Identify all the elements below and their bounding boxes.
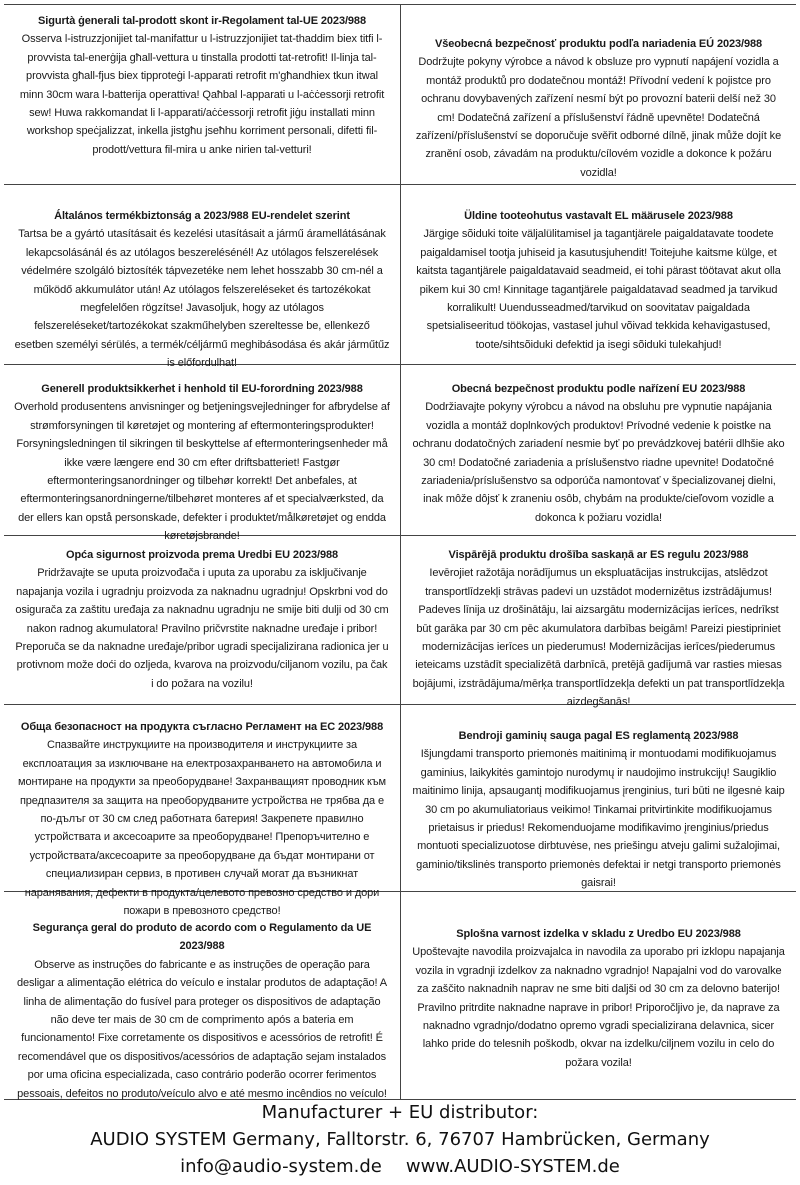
notice-body: Observe as instruções do fabricante e as instruções de operação para desligar a alimentação elétrica do veículo e instalar produtos de adaptação! A linha de alimentação do fusível para proteger os dispositivos de adaptação não deve ter mais de 30 cm de comprimento após a bateria em funcionamento! Fixe corretamente os dispositivos e acessórios de retrofit! É recomendável que os dispositivos/acessórios de adaptação sejam instalados por uma oficina especializada, caso contrário poderão ocorrer ferimentos pessoais, defeitos no produto/veículo alvo e até mesmo incêndios no veículo! xyxy=(16,958,388,1100)
notice-slovak xyxy=(400,5,796,184)
footer-heading: Manufacturer + EU distributor: xyxy=(261,1102,539,1123)
section-row xyxy=(4,892,796,1100)
notice-latvian xyxy=(400,536,796,709)
notice-title: Vispārējā produktu drošība saskaņā ar ES regulu 2023/988 xyxy=(448,549,749,561)
notice-title: Üldine tooteohutus vastavalt EL määrusele 2023/988 xyxy=(464,210,733,222)
notice-maltese xyxy=(4,5,400,184)
notice-portuguese xyxy=(4,892,400,1099)
notice-body: Išjungdami transporto priemonės maitinimą ir montuodami modifikuojamus gaminius, laikykitės gamintojo nurodymų ir naudojimo instrukcijų! Saugiklio maitinimo linija, apsaugantį modifikuojamus įrenginius, turi būti ne ilgesnė kaip 30 cm po akumuliatoriaus veikimo! Tinkamai pritvirtinkite modifikuojamus prietaisus ir priedus! Rekomenduojame modifikavimo įrenginius/priedus montuoti specializuotose dirbtuvėse, nes priešingu atveju galimi sužalojimai, gaminio/tikslinės transporto priemonės defektai ir netgi transporto priemonės gaisrai! xyxy=(412,748,785,890)
footer-email: info@audio-system.de xyxy=(180,1156,382,1177)
notice-body: Спазвайте инструкциите на производителя и инструкциите за експлоатация за изключване на електрозахранването на автомобила и монтиране на продукти за преоборудване! Захранващият проводник към предпазителя за защита на преоборудваните устройства не трябва да е по-дълъг от 30 см след работната батерия! Закрепете правилно устройствата и аксесоарите за преоборудване! Препоръчително е устройствата/аксесоарите за преоборудване да бъдат монтирани от специализиран сервиз, в противен случай могат да възникнат наранявания, дефекти в продукта/целевото превозно средство и дори пожари в превозното средство! xyxy=(18,739,386,918)
notice-title: Обща безопасност на продукта съгласно Регламент на ЕС 2023/988 xyxy=(20,721,384,733)
notice-title: Všeobecná bezpečnosť produktu podľa nariadenia EÚ 2023/988 xyxy=(434,38,763,50)
footer-contact xyxy=(0,1153,800,1180)
notice-lithuanian xyxy=(400,705,796,891)
section-row xyxy=(4,4,796,185)
notice-body: Ievērojiet ražotāja norādījumus un ekspluatācijas instrukcijas, atslēdzot transportlīdzekļi strāvas padevi un uzstādot modernizētus izstrādājumus! Padeves līnija uz drošinātāju, lai aizsargātu modernizācijas ierīces, nedrīkst būt garāka par 30 cm pēc akumulatora darbības beigām! Pareizi piestipriniet modernizācijas ierīces un piederumus! Modernizācijas ierīces/piederumus ieteicams uzstādīt specializētā darbnīcā, pretējā gadījumā var rasties miesas bojājumi, izstrādājuma/mērķa transportlīdzekļa defekti un pat transportlīdzekļa aizdegšanās! xyxy=(412,567,785,709)
notice-body: Tartsa be a gyártó utasításait és kezelési utasításait a jármű áramellátásának lekapcsolásánál és az utólagos beszerelésénél! Az utólagos felszerelések védelmére szolgáló biztosíték tápvezetéke nem lehet hosszabb 30 cm-nél a működő akkumulátor után! Az utólagos felszereléseket és tartozékokat megfelelően rögzítse! Javasoljuk, hogy az utólagos felszereléseket/tartozékokat szakműhelyben szereltesse be, ellenkező esetben személyi sérülés, a termék/céljármű meghibásodása és akár járműtűz is előfordulhat! xyxy=(14,228,390,370)
notice-title: Sigurtà ġenerali tal-prodott skont ir-Regolament tal-UE 2023/988 xyxy=(38,15,366,27)
notice-body: Dodržiavajte pokyny výrobcu a návod na obsluhu pre vypnutie napájania vozidla a montáž doplnkových produktov! Prívodné vedenie k poistke na ochranu dodatočných zariadení nesmie byť po prevádzkovej batérii dlhšie ako 30 cm! Dodatočné zariadenia a príslušenstvo riadne upevnite! Dodatočné zariadenia/príslušenstvo sa odporúča namontovať v špecializovanej dielni, inak môže dôjsť k zraneniu osôb, chybám na produkte/cieľovom vozidle a dokonca k požiaru vozidla! xyxy=(412,401,785,524)
notice-body: Osserva l-istruzzjonijiet tal-manifattur u l-istruzzjonijiet tat-thaddim biex titfi l-provvista tal-enerġija għall-vettura u tinstalla prodotti tat-retrofit! Il-linja tal-provvista għall-fjus biex tipproteġi l-apparati retrofit m'għandhiex tkun itwal minn 30cm wara l-batterija operattiva! Qaħbal l-apparati u l-aċċessorji retrofit sew! Huwa rakkomandat li l-apparati/aċċessorji retrofit jiġu installati minn workshop speċjalizzat, inkella jistgħu jseħhu korriment personali, difetti fil-prodott/vettura fil-mira u anke nirien tal-vetturi! xyxy=(19,33,385,156)
notice-hungarian xyxy=(4,185,400,370)
notice-body: Dodržujte pokyny výrobce a návod k obsluze pro vypnutí napájení vozidla a montáž produktů pro dodatečnou montáž! Přívodní vedení k pojistce pro ochranu dovybavených zařízení nesmí být po provozní baterii delší než 30 cm! Dodatečná zařízení a příslušenství řádně upevněte! Dodatečná zařízení/příslušenství se doporučuje svěřit odborné dílně, jinak může dojít ke zranění osob, závadám na produktu/cílovém vozidle a dokonce k požáru vozidla! xyxy=(415,56,782,179)
notice-title: Opća sigurnost proizvoda prema Uredbi EU 2023/988 xyxy=(65,549,339,561)
notice-body: Järgige sõiduki toite väljalülitamisel ja tagantjärele paigaldatavate toodete paigaldamisel tootja juhiseid ja kasutusjuhendit! Toitejuhe kaitsme külge, et kaitsta tagantjärele paigaldatavaid seadmeid, ei tohi pärast töötavat akut olla pikem kui 30 cm! Kinnitage tagantjärele paigaldatavad seadmed ja tarvikud korralikult! Uuendusseadmed/tarvikud on soovitatav paigaldada spetsialiseeritud töökojas, vastasel juhul võivad tekkida kehavigastused, toote/sihtsõiduki defektid ja isegi sõiduki tulekahjud! xyxy=(416,228,781,351)
section-row xyxy=(4,365,796,543)
distributor-footer xyxy=(0,1099,800,1180)
notice-estonian xyxy=(400,185,796,364)
footer-address: AUDIO SYSTEM Germany, Falltorstr. 6, 76707 Hambrücken, Germany xyxy=(90,1129,710,1150)
notice-body: Overhold produsentens anvisninger og betjeningsvejledninger for afbrydelse af strømforsyningen til køretøjet og montering af eftermonteringsprodukter! Forsyningsledningen til sikringen til beskyttelse af eftermonteringsenheder må ikke være længere end 30 cm efter driftsbatteriet! Fastgør eftermonteringsanordninger og tilbehør korrekt! Det anbefales, at eftermonteringsanordningerne/tilbehøret monteres af et specialværksted, da der ellers kan opstå personskade, defekter i produktet/målkøretøjet og endda køretøjsbrande! xyxy=(14,401,390,543)
notice-bulgarian xyxy=(4,705,400,918)
notice-slovenian xyxy=(400,892,796,1099)
section-row xyxy=(4,705,796,918)
notice-croatian xyxy=(4,536,400,704)
section-row xyxy=(4,536,796,709)
notice-body: Pridržavajte se uputa proizvođača i uputa za uporabu za isključivanje napajanja vozila i ugradnju proizvoda za naknadnu ugradnju! Opskrbni vod do osigurača za zaštitu uređaja za naknadnu ugradnju ne smije biti dulji od 30 cm nakon radnog akumulatora! Pravilno pričvrstite naknadne uređaje i pribor! Preporuča se da naknadne uređaje/pribor ugradi specijalizirana radionica jer u protivnom može doći do ozljeda, kvarova na proizvodu/ciljanom vozilu, pa čak i do požara na vozilu! xyxy=(15,567,389,690)
notice-title: Splošna varnost izdelka v skladu z Uredbo EU 2023/988 xyxy=(456,928,741,940)
notice-body: Upoštevajte navodila proizvajalca in navodila za uporabo pri izklopu napajanja vozila in vgradnji izdelkov za naknadno vgradnjo! Napajalni vod do varovalke za zaščito naknadnih naprav ne sme biti daljši od 30 cm za delovno baterijo! Pravilno pritrdite naknadne naprave in pribor! Priporočljivo je, da naprave za naknadno vgradnjo/dodatno opremo vgradi specializirana delavnica, sicer lahko pride do telesnih poškodb, okvar na izdelku/ciljnem vozilu in celo do požara vozila! xyxy=(412,946,785,1069)
notice-title: Általános termékbiztonság a 2023/988 EU-rendelet szerint xyxy=(54,210,350,222)
notice-title: Obecná bezpečnost produktu podle nařízení EU 2023/988 xyxy=(451,383,746,395)
safety-notice-grid xyxy=(4,4,796,1100)
notice-danish xyxy=(4,365,400,543)
section-row xyxy=(4,185,796,370)
notice-title: Segurança geral do produto de acordo com o Regulamento da UE 2023/988 xyxy=(32,922,372,953)
footer-website: www.AUDIO-SYSTEM.de xyxy=(405,1156,620,1177)
notice-slovak-2 xyxy=(400,365,796,535)
notice-title: Generell produktsikkerhet i henhold til EU-forordning 2023/988 xyxy=(41,383,363,395)
notice-title: Bendroji gaminių sauga pagal ES reglamentą 2023/988 xyxy=(458,730,739,742)
